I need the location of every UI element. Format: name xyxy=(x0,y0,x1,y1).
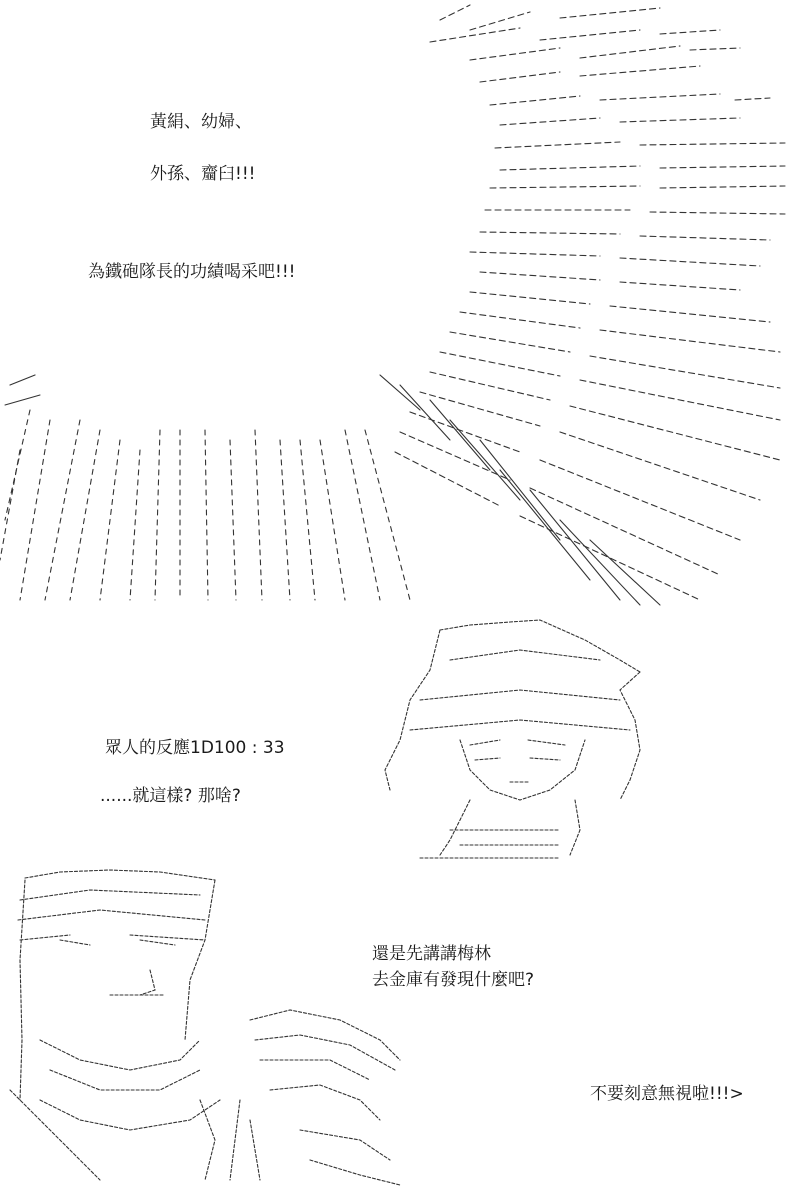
panel1-text-line1: 黃絹、幼婦、 xyxy=(150,112,252,132)
panel3-text-line1: 還是先講講梅林 xyxy=(372,944,491,964)
panel1-text-line2: 外孫、齏臼!!! xyxy=(150,164,256,184)
panel3-text-line3: 不要刻意無視啦!!!> xyxy=(590,1084,744,1104)
panel3-text-line2: 去金庫有發現什麼吧? xyxy=(372,970,535,990)
panel2-text-line2: ......就這樣? 那啥? xyxy=(100,786,241,806)
panel1-text-line3: 為鐵砲隊長的功績喝采吧!!! xyxy=(88,262,296,282)
panel2-text-line1: 眾人的反應1D100 : 33 xyxy=(105,738,285,758)
